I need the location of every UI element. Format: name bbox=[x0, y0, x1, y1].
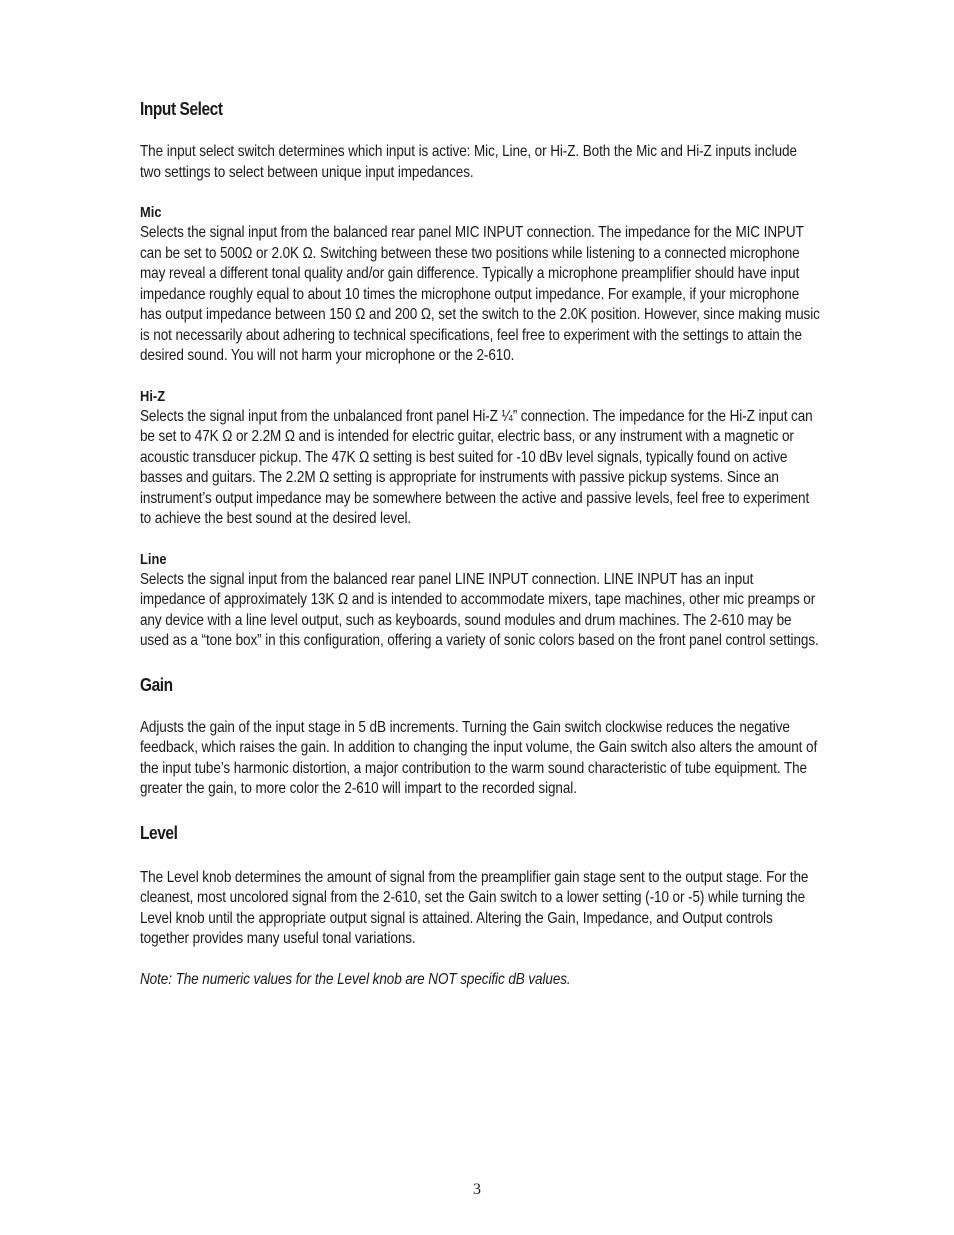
line-paragraph: Selects the signal input from the balanced rear panel LINE INPUT connection. LINE INPUT has an input impedance of approximately 13K Ω and is intended to accommodate mixers, tape machines, other mic preamps or any device with a line level output, such as keyboards, sound modules and drum machines. The 2-610 may be used as a “tone box” in this configuration, offering a variety of sonic colors based on the front panel control settings. bbox=[140, 570, 819, 649]
input-select-heading: Input Select bbox=[140, 99, 223, 119]
input-select-intro: The input select switch determines which input is active: Mic, Line, or Hi-Z. Both the Mic and Hi-Z inputs include two settings to select between unique input impedances. bbox=[140, 143, 797, 181]
hiz-paragraph: Selects the signal input from the unbalanced front panel Hi-Z ¼” connection. The impedance for the Hi-Z input can be set to 47K Ω or 2.2M Ω and is intended for electric guitar, electric bass, or any instrument with a magnetic or acoustic transducer pickup. The 47K Ω setting is best suited for -10 dBv level signals, typically found on active basses and guitars. The 2.2M Ω setting is appropriate for instruments with passive pickup systems. Since an instrument’s output impedance may be somewhere between the active and passive levels, feel free to experiment to achieve the best sound at the desired level. bbox=[140, 407, 813, 527]
mic-paragraph: Selects the signal input from the balanced rear panel MIC INPUT connection. The impedance for the MIC INPUT can be set to 500Ω or 2.0K Ω. Switching between these two positions while listening to a connected microphone may reveal a different tonal quality and/or gain difference. Typically a microphone preamplifier should have input impedance roughly equal to about 10 times the microphone output impedance. For example, if your microphone has output impedance between 150 Ω and 200 Ω, set the switch to the 2.0K position. However, since making music is not necessarily about adhering to technical specifications, feel free to experiment with the settings to attain the desired sound. You will not harm your microphone or the 2-610. bbox=[140, 224, 820, 364]
level-paragraph: The Level knob determines the amount of signal from the preamplifier gain stage sent to the output stage. For the cleanest, most uncolored signal from the 2-610, set the Gain switch to a lower setting (-10 or -5) while turning the Level knob until the appropriate output signal is attained. Altering the Gain, Impedance, and Output controls together provides many useful tonal variations. bbox=[140, 868, 809, 947]
level-note: Note: The numeric values for the Level knob are NOT specific dB values. bbox=[140, 970, 571, 988]
gain-heading: Gain bbox=[140, 674, 173, 695]
level-heading: Level bbox=[140, 822, 178, 843]
page-number: 3 bbox=[473, 1181, 481, 1198]
line-subheading: Line bbox=[140, 550, 167, 568]
mic-subheading: Mic bbox=[140, 204, 162, 221]
hiz-subheading: Hi-Z bbox=[140, 387, 166, 405]
document-page bbox=[140, 96, 820, 990]
gain-paragraph: Adjusts the gain of the input stage in 5 dB increments. Turning the Gain switch clockwise reduces the negative feedback, which raises the gain. In addition to changing the input volume, the Gain switch also alters the amount of the input tube’s harmonic distortion, a major contribution to the warm sound characteristic of tube equipment. The greater the gain, to more color the 2-610 will impart to the recorded signal. bbox=[140, 718, 818, 797]
